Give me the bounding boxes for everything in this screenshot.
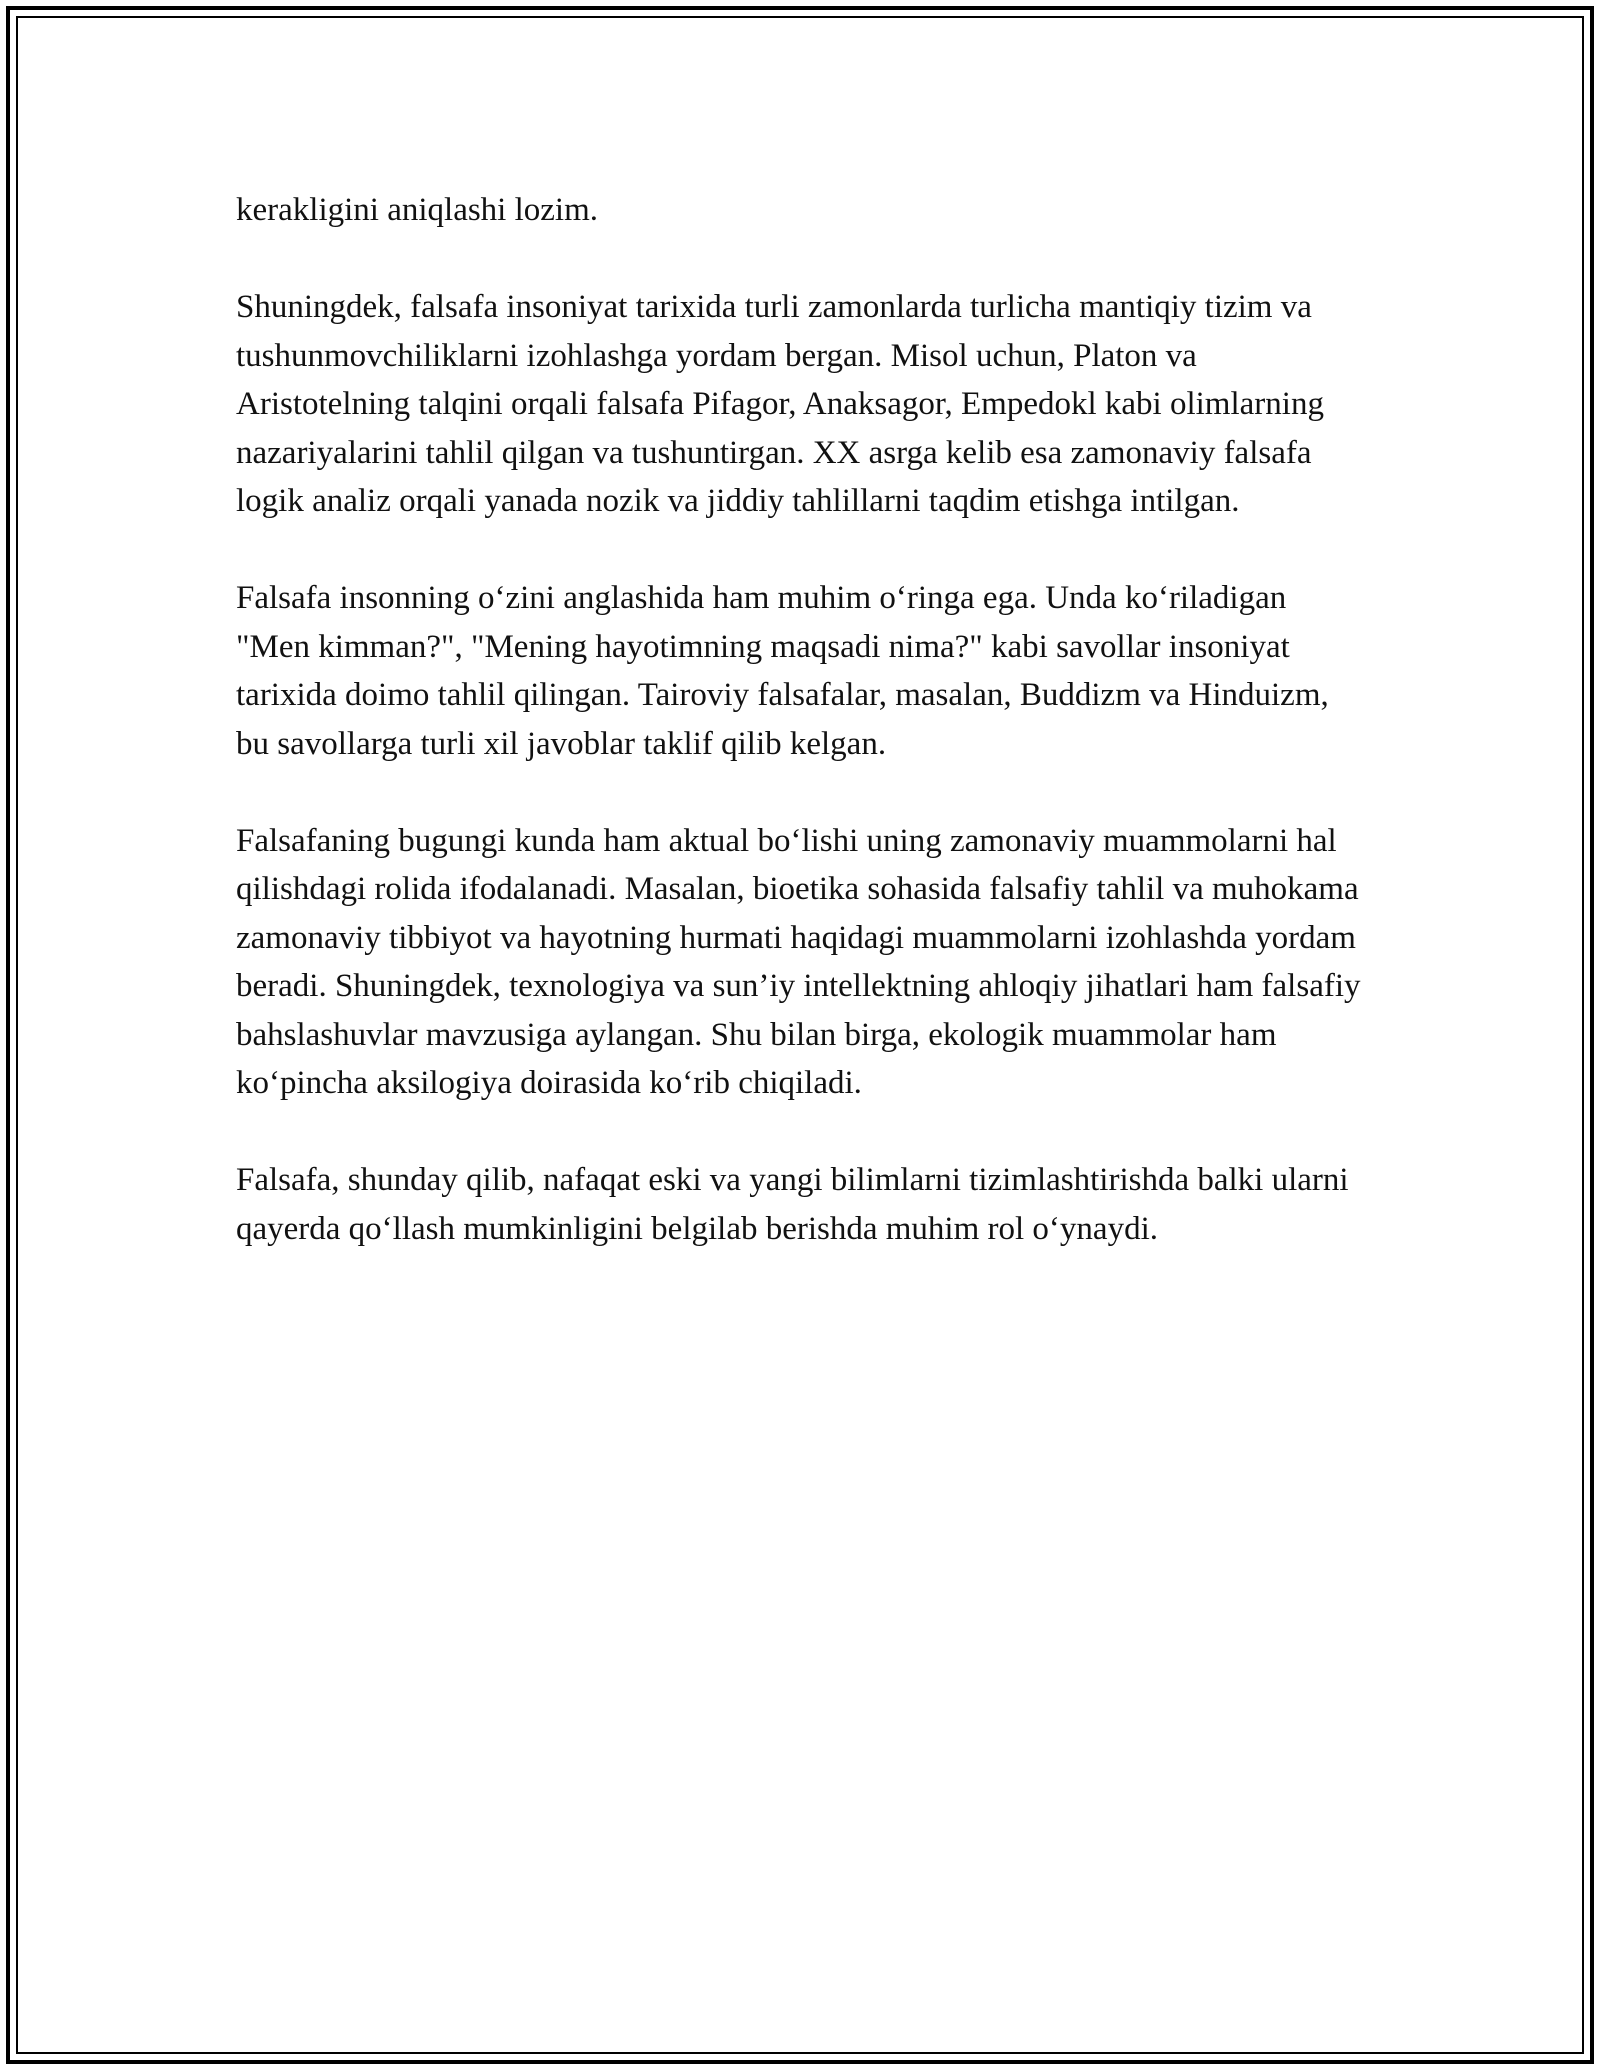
document-body xyxy=(236,186,1366,1253)
paragraph-1: kerakligini aniqlashi lozim. xyxy=(236,192,599,228)
paragraph-5: Falsafa, shunday qilib, nafaqat eski va yangi bilimlarni tizimlashtirishda balki ularni qayerda qo‘llash mumkinligini belgilab berishda muhim rol o‘ynaydi. xyxy=(236,1162,1349,1247)
paragraph-4: Falsafaning bugungi kunda ham aktual bo‘lishi uning zamonaviy muammolarni hal qilishdagi rolida ifodalanadi. Masalan, bioetika sohasida falsafiy tahlil va muhokama zamonaviy tibbiyot va hayotning hurmati haqidagi muammolarni izohlashda yordam beradi. Shuningdek, texnologiya va sun’iy intellektning ahloqiy jihatlari ham falsafiy bahslashuvlar mavzusiga aylangan. Shu bilan birga, ekologik muammolar ham ko‘pincha aksilogiya doirasida ko‘rib chiqiladi. xyxy=(236,822,1361,1101)
paragraph-2: Shuningdek, falsafa insoniyat tarixida turli zamonlarda turlicha mantiqiy tizim va tushunmovchiliklarni izohlashga yordam bergan. Misol uchun, Platon va Aristotelning talqini orqali falsafa Pifagor, Anaksagor, Empedokl kabi olimlarning nazariyalarini tahlil qilgan va tushuntirgan. XX asrga kelib esa zamonaviy falsafa logik analiz orqali yanada nozik va jiddiy tahlillarni taqdim etishga intilgan. xyxy=(236,289,1324,519)
paragraph-3: Falsafa insonning o‘zini anglashida ham muhim o‘ringa ega. Unda ko‘riladigan "Men kimman?", "Mening hayotimning maqsadi nima?" kabi savollar insoniyat tarixida doimo tahlil qilingan. Tairoviy falsafalar, masalan, Buddizm va Hinduizm, bu savollarga turli xil javoblar taklif qilib kelgan. xyxy=(236,580,1329,762)
